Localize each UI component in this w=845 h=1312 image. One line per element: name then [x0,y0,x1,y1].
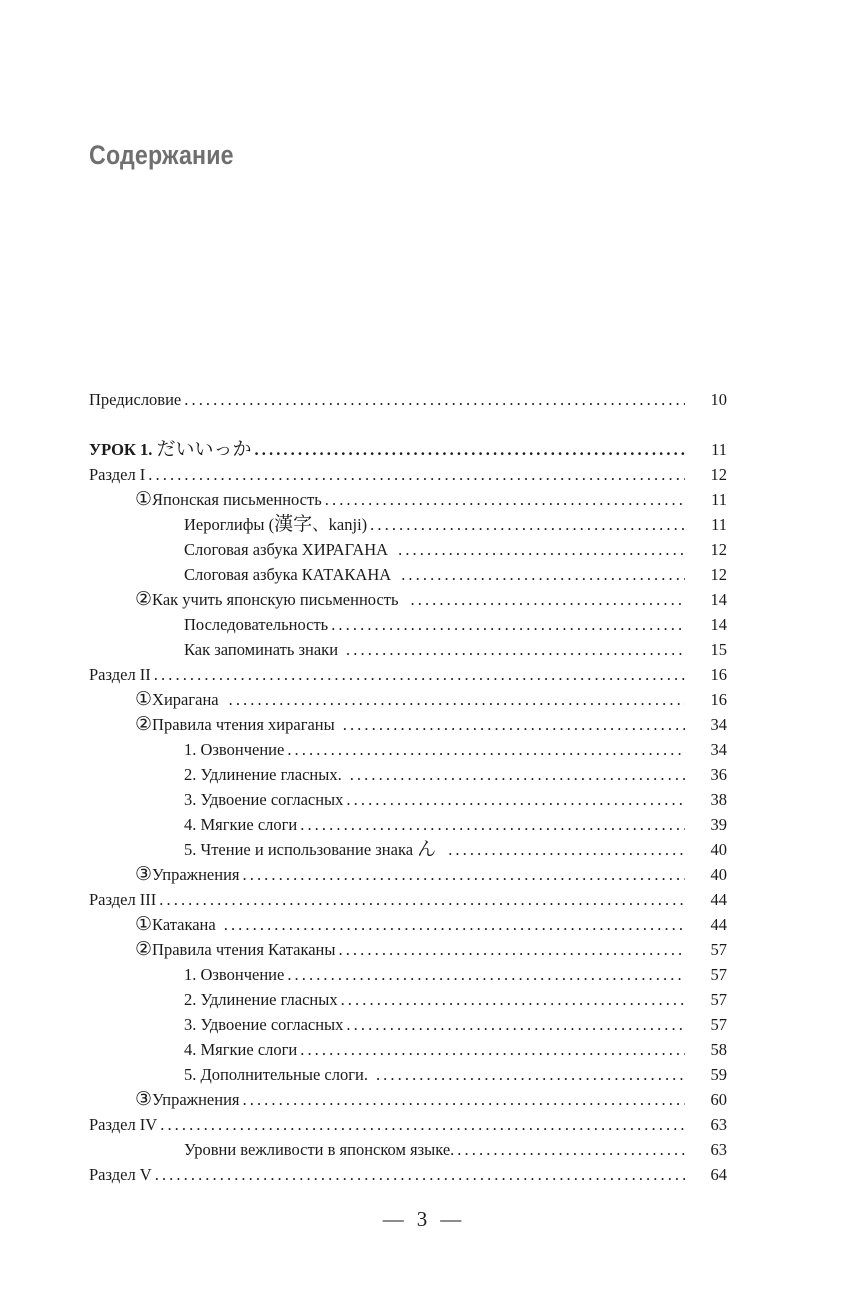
page-number-dash-left: — [382,1207,405,1231]
toc-entry-section-1[interactable] [89,462,727,487]
toc-page-number: 16 [710,665,727,684]
dot-leader [224,912,685,937]
toc-page-number: 59 [710,1065,727,1084]
toc-page-number: 40 [710,840,727,859]
toc-entry-label: Раздел I [89,465,146,484]
dot-leader [401,562,685,587]
toc-page-number: 44 [710,890,727,909]
n-kana: ん [417,838,437,860]
toc-page-number: 12 [710,465,727,484]
toc-entry-consonant-doubling[interactable] [89,1012,727,1037]
dot-leader [341,987,685,1012]
toc-entry-label: Последовательность [184,615,329,634]
dot-leader [243,1087,686,1112]
toc-entry-label: Раздел IV [89,1115,158,1134]
dot-leader [159,887,685,912]
toc-page-number: 63 [710,1140,727,1159]
toc-entry-label: Хирагана [152,690,219,709]
toc-entry-label: Раздел II [89,665,151,684]
toc-entry-soft-syllables[interactable] [89,1037,727,1062]
toc-entry-label: Раздел III [89,890,157,909]
dot-leader [343,712,685,737]
toc-entry-label: Правила чтения Катаканы [152,940,336,959]
toc-page-number: 11 [711,515,727,534]
dot-leader [148,462,685,487]
toc-entry-label: 2. Удлинение гласных [184,990,338,1009]
dot-leader [346,637,685,662]
toc-entry-label: 4. Мягкие слоги [184,1040,298,1059]
circled-number-2-icon: ② [135,588,153,610]
toc-entry-politeness-levels[interactable] [89,1137,727,1162]
toc-entry-japanese-writing[interactable] [89,487,727,512]
toc-entry-section-4[interactable] [89,1112,727,1137]
circled-number-1-icon: ① [135,913,153,935]
kanji-label-suffix: 、kanji) [312,515,368,534]
toc-entry-label [89,437,252,462]
toc-page-number: 57 [710,965,727,984]
toc-page-number: 44 [710,915,727,934]
dot-leader [229,687,685,712]
toc-entry-label: Упражнения [152,1090,240,1109]
dot-leader [255,437,685,462]
toc-page-number: 14 [710,615,727,634]
toc-entry-memorize-signs[interactable] [89,637,727,662]
dot-leader [411,587,686,612]
lesson-japanese-title: だいいっか [156,438,252,460]
toc-page-number: 58 [710,1040,727,1059]
toc-page-number: 57 [710,940,727,959]
page-title: Содержание [89,140,234,170]
toc-page-number: 11 [711,440,727,459]
n-sign-label: 5. Чтение и использование знака [184,840,418,859]
toc-page-number: 60 [710,1090,727,1109]
toc-entry-label [184,512,367,537]
toc-entry-label: Упражнения [152,865,240,884]
toc-entry-katakana-syllabary[interactable] [89,562,727,587]
dot-leader [287,737,685,762]
toc-entry-vowel-lengthening[interactable] [89,762,727,787]
kanji-label: Иероглифы ( [184,515,275,534]
toc-page-number: 11 [711,490,727,509]
toc-entry-label: 2. Удлинение гласных. [184,765,342,784]
toc-page-number: 12 [710,540,727,559]
toc-page-number: 34 [710,715,727,734]
dot-leader [300,812,685,837]
dot-leader [325,487,685,512]
dot-leader [338,937,685,962]
toc-entry-voicing[interactable] [89,737,727,762]
toc-entry-sequence[interactable] [89,612,727,637]
page-number-dash-right: — [440,1207,463,1231]
toc-entry-label [184,837,436,862]
dot-leader [346,787,685,812]
circled-number-3-icon: ③ [135,863,153,885]
toc-entry-label: Уровни вежливости в японском языке. [184,1140,455,1159]
toc-entry-section-5[interactable] [89,1162,727,1187]
toc-entry-label: 1. Озвончение [184,965,285,984]
toc-entry-exercises[interactable] [89,1087,727,1112]
toc-entry-label: Слоговая азбука ХИРАГАНА [184,540,389,559]
toc-page-number: 57 [710,990,727,1009]
toc-entry-label: 4. Мягкие слоги [184,815,298,834]
toc-entry-additional-syllables[interactable] [89,1062,727,1087]
circled-number-2-icon: ② [135,938,153,960]
page-number [0,1207,845,1232]
lesson-label: УРОК 1. [89,440,157,459]
toc-entry-label: Катакана [152,915,216,934]
toc-entry-label: Как учить японскую письменность [152,590,399,609]
toc-entry-voicing[interactable] [89,962,727,987]
toc-entry-hiragana-syllabary[interactable] [89,537,727,562]
toc-entry-consonant-doubling[interactable] [89,787,727,812]
toc-entry-label: Японская письменность [152,490,322,509]
table-of-contents [89,387,727,1187]
toc-entry-label: Предисловие [89,390,182,409]
dot-leader [346,1012,685,1037]
circled-number-1-icon: ① [135,488,153,510]
circled-number-2-icon: ② [135,713,153,735]
dot-leader [184,387,685,412]
toc-entry-label: Слоговая азбука КАТАКАНА [184,565,392,584]
toc-entry-section-3[interactable] [89,887,727,912]
kanji-characters: 漢字 [274,513,313,535]
toc-entry-label: Как запоминать знаки [184,640,339,659]
dot-leader [155,1162,685,1187]
dot-leader [448,837,685,862]
dot-leader [376,1062,685,1087]
toc-page-number: 15 [710,640,727,659]
toc-entry-label: 1. Озвончение [184,740,285,759]
toc-entry-hiragana[interactable] [89,687,727,712]
dot-leader [331,612,685,637]
toc-entry-katakana-reading-rules[interactable] [89,937,727,962]
toc-page-number: 57 [710,1015,727,1034]
dot-leader [154,662,685,687]
toc-page-number: 40 [710,865,727,884]
toc-entry-vowel-lengthening[interactable] [89,987,727,1012]
toc-entry-n-sign[interactable] [89,837,727,862]
dot-leader [160,1112,685,1137]
toc-entry-label: Раздел V [89,1165,152,1184]
toc-entry-soft-syllables[interactable] [89,812,727,837]
dot-leader [300,1037,685,1062]
dot-leader [243,862,686,887]
toc-entry-how-to-learn[interactable] [89,587,727,612]
toc-entry-hiragana-reading-rules[interactable] [89,712,727,737]
toc-page-number: 34 [710,740,727,759]
toc-page-number: 39 [710,815,727,834]
dot-leader [398,537,685,562]
dot-leader [457,1137,685,1162]
page-number-value: 3 [416,1207,429,1231]
toc-entry-lesson-1[interactable] [89,437,727,462]
toc-entry-label: Правила чтения хираганы [152,715,335,734]
toc-page-number: 10 [710,390,727,409]
toc-page-number: 14 [710,590,727,609]
circled-number-1-icon: ① [135,688,153,710]
toc-page-number: 63 [710,1115,727,1134]
toc-page-number: 16 [710,690,727,709]
toc-page-number: 12 [710,565,727,584]
toc-entry-label: 5. Дополнительные слоги. [184,1065,368,1084]
toc-entry-foreword[interactable] [89,387,727,412]
circled-number-3-icon: ③ [135,1088,153,1110]
toc-page-number: 36 [710,765,727,784]
toc-entry-katakana[interactable] [89,912,727,937]
toc-entry-exercises[interactable] [89,862,727,887]
dot-leader [287,962,685,987]
dot-leader [350,762,685,787]
toc-entry-kanji[interactable] [89,512,727,537]
dot-leader [370,512,685,537]
toc-page-number: 64 [710,1165,727,1184]
toc-entry-label: 3. Удвоение согласных [184,790,344,809]
toc-entry-section-2[interactable] [89,662,727,687]
toc-entry-label: 3. Удвоение согласных [184,1015,344,1034]
toc-page-number: 38 [710,790,727,809]
